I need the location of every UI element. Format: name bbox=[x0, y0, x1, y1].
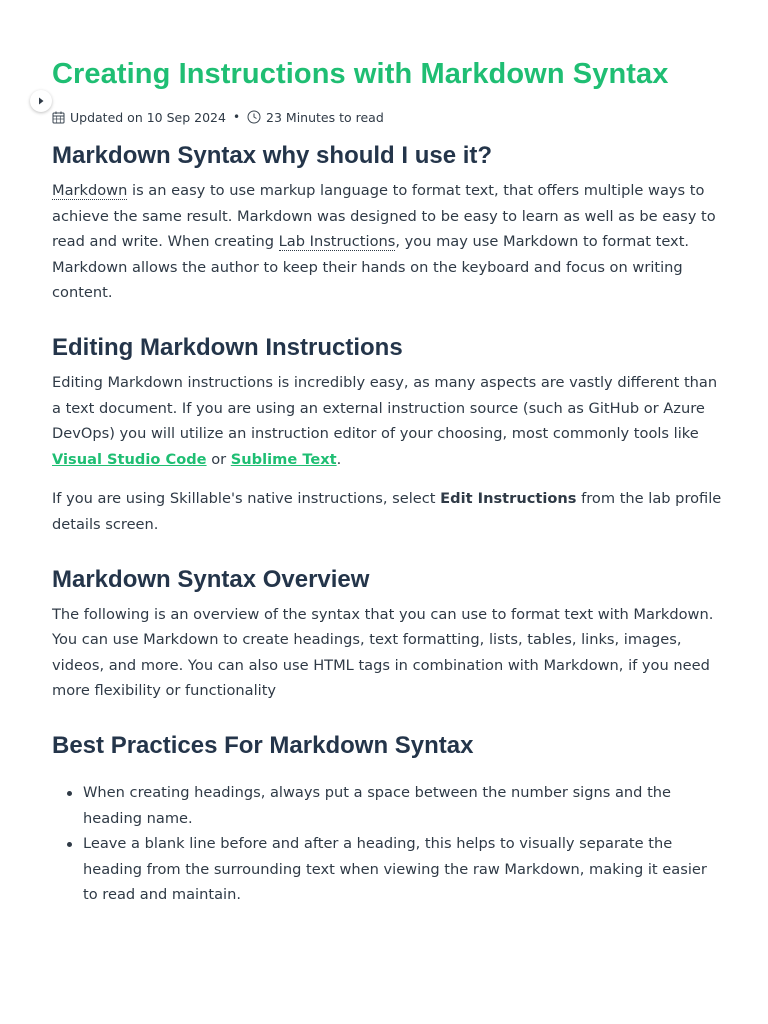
heading-syntax-overview: Markdown Syntax Overview bbox=[52, 565, 370, 593]
glossary-term-lab-instructions[interactable]: Lab Instructions bbox=[278, 233, 396, 251]
clock-icon bbox=[247, 110, 261, 124]
meta-separator: • bbox=[232, 110, 241, 124]
text-segment: is an easy to use markup language to format text, that offers multiple ways to achieve the same result. Markdown was designed to be easy to learn as well as be easy to read and write. When creating bbox=[52, 182, 716, 251]
read-time: 23 Minutes to read bbox=[266, 109, 384, 125]
page-title: Creating Instructions with Markdown Syntax bbox=[52, 58, 669, 90]
paragraph-syntax-overview: The following is an overview of the syntax that you can use to format text with Markdown. You can use Markdown to create headings, text formatting, lists, tables, links, images, videos, and more. You can also use HTML tags in combination with Markdown, if you need more flexibility or functionality bbox=[52, 605, 714, 700]
article bbox=[52, 54, 722, 908]
paragraph-editing-tools bbox=[52, 370, 722, 472]
link-visual-studio-code[interactable]: Visual Studio Code bbox=[52, 450, 207, 468]
article-meta bbox=[52, 108, 722, 126]
list-item: When creating headings, always put a space between the number signs and the heading name. bbox=[83, 780, 722, 831]
best-practices-list bbox=[52, 780, 722, 908]
heading-why-markdown: Markdown Syntax why should I use it? bbox=[52, 142, 493, 169]
heading-editing-markdown: Editing Markdown Instructions bbox=[52, 333, 403, 361]
text-segment: . bbox=[336, 450, 342, 468]
heading-best-practices: Best Practices For Markdown Syntax bbox=[52, 731, 474, 759]
text-segment: If you are using Skillable's native instructions, select bbox=[52, 490, 441, 508]
text-segment: Editing Markdown instructions is incredibly easy, as many aspects are vastly different than a text document. If you are using an external instruction source (such as GitHub or Azure DevOps) you will utilize an instruction editor of your choosing, most commonly tools like bbox=[52, 373, 718, 443]
calendar-icon bbox=[52, 111, 65, 124]
updated-date: Updated on 10 Sep 2024 bbox=[70, 109, 226, 125]
paragraph-native-instructions bbox=[52, 486, 722, 537]
edit-instructions-label: Edit Instructions bbox=[440, 490, 577, 508]
paragraph-why-markdown bbox=[52, 178, 722, 306]
list-item: Leave a blank line before and after a heading, this helps to visually separate the heading from the surrounding text when viewing the raw Markdown, making it easier to read and maintain. bbox=[83, 831, 722, 908]
text-segment: , you may use Markdown to format text. Markdown allows the author to keep their hands on the keyboard and focus on writing content. bbox=[52, 233, 690, 302]
text-segment: or bbox=[206, 450, 231, 468]
glossary-term-markdown[interactable]: Markdown bbox=[52, 182, 128, 199]
text-segment: from the lab profile details screen. bbox=[52, 490, 722, 533]
caret-right-icon bbox=[36, 96, 46, 106]
link-sublime-text[interactable]: Sublime Text bbox=[230, 450, 337, 468]
collapse-toggle-button[interactable] bbox=[30, 90, 52, 112]
